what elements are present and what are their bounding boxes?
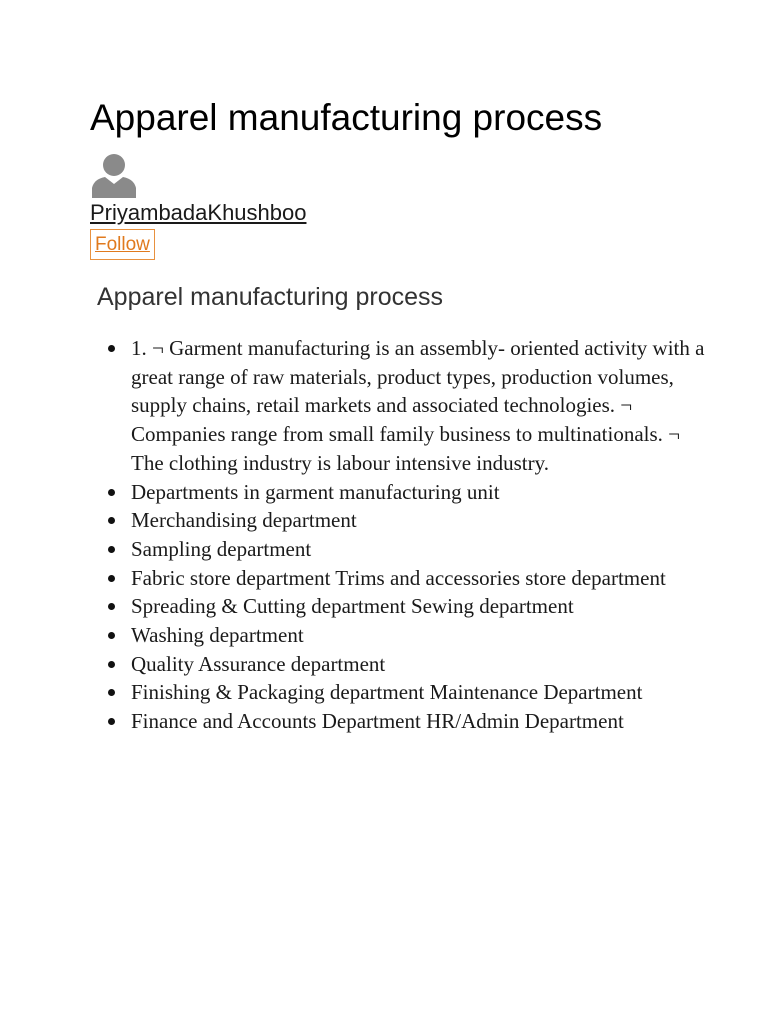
- bullet-icon: [108, 661, 115, 668]
- list-item: [105, 707, 705, 736]
- follow-button[interactable]: Follow: [90, 229, 155, 260]
- list-item: [105, 564, 705, 593]
- list-item: [105, 334, 705, 478]
- list-item-text: Sampling department: [131, 536, 312, 561]
- bullet-icon: [108, 489, 115, 496]
- author-link[interactable]: PriyambadaKhushboo: [90, 200, 307, 225]
- list-item: [105, 650, 705, 679]
- list-item-text: Departments in garment manufacturing unit: [131, 479, 500, 504]
- list-item-text: Fabric store department Trims and accessories store department: [131, 565, 666, 590]
- list-item: [105, 506, 705, 535]
- section-heading: Apparel manufacturing process: [97, 283, 444, 311]
- document-title: Apparel manufacturing process: [90, 97, 603, 138]
- bullet-icon: [108, 575, 115, 582]
- list-item: [105, 592, 705, 621]
- bullet-icon: [108, 546, 115, 553]
- user-silhouette-icon: [90, 152, 138, 198]
- list-item-text: Spreading & Cutting department Sewing department: [131, 594, 574, 619]
- list-item: [105, 535, 705, 564]
- list-item: [105, 621, 705, 650]
- bullet-icon: [108, 517, 115, 524]
- content-list: [105, 334, 705, 736]
- bullet-icon: [108, 345, 115, 352]
- list-item-text: Finance and Accounts Department HR/Admin Department: [131, 709, 624, 734]
- list-item-text: Merchandising department: [131, 508, 357, 533]
- list-item: [105, 478, 705, 507]
- bullet-icon: [108, 718, 115, 725]
- list-item-text: Quality Assurance department: [131, 651, 386, 676]
- list-item-text: Finishing & Packaging department Maintenance Department: [131, 680, 643, 705]
- bullet-icon: [108, 603, 115, 610]
- list-item-text: Washing department: [131, 623, 304, 648]
- list-item-text: 1. ¬ Garment manufacturing is an assembly- oriented activity with a great range of raw materials, product types, production volumes, supply chains, retail markets and associated technologies. ¬ Companies range from small family business to multinationals. ¬ The clothing industry is labour intensive industry.: [131, 336, 705, 475]
- bullet-icon: [108, 632, 115, 639]
- list-item: [105, 678, 705, 707]
- bullet-icon: [108, 689, 115, 696]
